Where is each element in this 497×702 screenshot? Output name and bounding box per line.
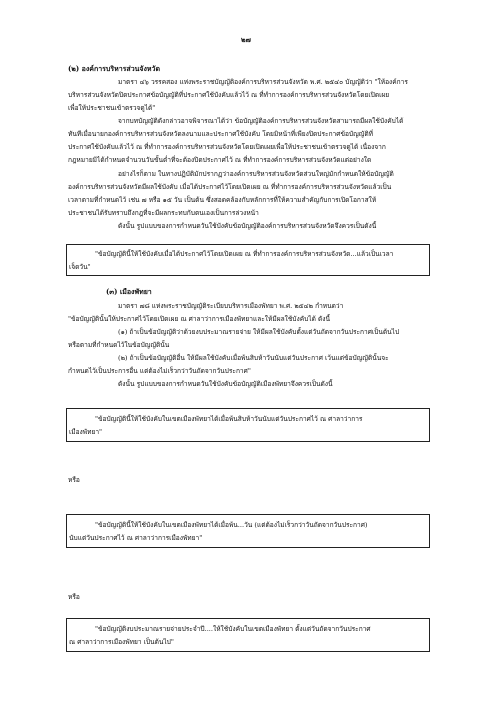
paragraph-line: "ข้อบัญญัตินั้นให้ประกาศไว้โดยเปิดเผย ณ ศาลาว่าการเมืองพัทยาและให้มีผลใช้บังคับได้ ดังนี้ xyxy=(68,315,331,323)
paragraph-line: อย่างไรก็ตาม ในทางปฏิบัติมักปรากฏว่าองค์การบริหารส่วนจังหวัดส่วนใหญ่มักกำหนดให้ข้อบัญญัติ xyxy=(118,170,394,178)
paragraph-line: ดังนั้น รูปแบบของการกำหนดวันใช้บังคับข้อบัญญัติเมืองพัทยาจึงควรเป็นดังนี้ xyxy=(118,380,333,388)
or-separator: หรือ xyxy=(68,476,80,484)
paragraph-line: (๑) ถ้าเป็นข้อบัญญัติว่าด้วยงบประมาณรายจ่าย ให้มีผลใช้บังคับตั้งแต่วันถัดจากวันประกาศเป็นต้นไป xyxy=(118,328,400,336)
paragraph-line: ดังนั้น รูปแบบของการกำหนดวันใช้บังคับข้อบัญญัติองค์การบริหารส่วนจังหวัดจึงควรเป็นดังนี้ xyxy=(118,222,377,230)
quote-box-provincial xyxy=(66,244,430,276)
quote-line: "ข้อบัญญัตินี้ให้ใช้บังคับในเขตเมืองพัทยาได้เมื่อพ้นสิบห้าวันนับแต่วันประกาศไว้ ณ ศาลาว่าการ xyxy=(95,415,363,423)
paragraph-line: ประกาศใช้บังคับแล้วไว้ ณ ที่ทำการองค์การบริหารส่วนจังหวัดโดยเปิดเผยเพื่อให้ประชาชนเข้าตรวจดูได้ เนื่องจาก xyxy=(68,143,386,151)
paragraph-line: กำหนดไว้เป็นประการอื่น แต่ต้องไม่เร็วกว่าวันถัดจากวันประกาศ" xyxy=(68,367,251,375)
quote-line: ณ ศาลาว่าการเมืองพัทยา เป็นต้นไป" xyxy=(69,638,174,646)
section-heading-pattaya: (๓) เมืองพัทยา xyxy=(106,287,152,296)
paragraph-line: ประชาชนได้รับทราบถึงกฎที่จะมีผลกระทบกับตนเองเป็นการล่วงหน้า xyxy=(68,209,259,217)
paragraph-line: เวลาตามที่กำหนดไว้ เช่น ๗ หรือ ๑๕ วัน เป็นต้น ซึ่งสอดคล้องกับหลักการที่ให้ความสำคัญกับการเปิดโอกาสให้ xyxy=(68,196,377,204)
quote-line: "ข้อบัญญัตินี้ให้ใช้บังคับในเขตเมืองพัทยาได้เมื่อพ้น...วัน (แต่ต้องไม่เร็วกว่าวันถัดจากวันประกาศ) xyxy=(95,521,368,529)
section-heading-provincial: (๒) องค์การบริหารส่วนจังหวัด xyxy=(68,64,161,73)
quote-box-pattaya-1 xyxy=(66,408,430,442)
paragraph-line: หรือตามที่กำหนดไว้ในข้อบัญญัตินั้น xyxy=(68,341,170,349)
paragraph-line: องค์การบริหารส่วนจังหวัดมีผลใช้บังคับ เมื่อได้ประกาศไว้โดยเปิดเผย ณ ที่ทำการองค์การบริหารส่วนจังหวัดแล้วเป็น xyxy=(68,183,392,191)
quote-line: นับแต่วันประกาศไว้ ณ ศาลาว่าการเมืองพัทยา" xyxy=(69,534,203,542)
paragraph-line: มาตรา ๔๖ วรรคสอง แห่งพระราชบัญญัติองค์การบริหารส่วนจังหวัด พ.ศ. ๒๕๔๐ บัญญัติว่า "ให้องค์การ xyxy=(118,78,408,86)
paragraph-line: เพื่อให้ประชาชนเข้าตรวจดูได้" xyxy=(68,104,156,112)
page-number: ๒๗ xyxy=(241,35,251,44)
paragraph-line: บริหารส่วนจังหวัดปิดประกาศข้อบัญญัติที่ประกาศใช้บังคับแล้วไว้ ณ ที่ทำการองค์การบริหารส่วนจังหวัดโดยเปิดเผย xyxy=(68,91,390,99)
paragraph-line: ทันทีเมื่อนายกองค์การบริหารส่วนจังหวัดลงนามและประกาศใช้บังคับ โดยมิหน้าที่เพียงปิดประกาศข้อบัญญัติที่ xyxy=(68,130,373,138)
paragraph-line: มาตรา ๗๘ แห่งพระราชบัญญัติระเบียบบริหารเมืองพัทยา พ.ศ. ๒๕๔๒ กำหนดว่า xyxy=(118,302,344,310)
quote-line: เมืองพัทยา" xyxy=(69,428,103,436)
paragraph-line: (๒) ถ้าเป็นข้อบัญญัติอื่น ให้มีผลใช้บังคับเมื่อพ้นสิบห้าวันนับแต่วันประกาศ เว้นแต่ข้อบัญญัตินั้นจะ xyxy=(118,354,389,362)
paragraph-line: จากบทบัญญัติดังกล่าวอาจพิจารณาได้ว่า ข้อบัญญัติองค์การบริหารส่วนจังหวัดสามารถมีผลใช้บังคับได้ xyxy=(118,117,404,125)
quote-box-pattaya-2 xyxy=(66,514,430,548)
quote-box-pattaya-3 xyxy=(66,618,430,652)
or-separator: หรือ xyxy=(68,593,80,601)
paragraph-line: กฎหมายมิได้กำหนดจำนวนวันขั้นต่ำที่จะต้องปิดประกาศไว้ ณ ที่ทำการองค์การบริหารส่วนจังหวัดแต่อย่างใด xyxy=(68,156,372,164)
quote-line: "ข้อบัญญัตินี้ให้ใช้บังคับเมื่อได้ประกาศไว้โดยเปิดเผย ณ ที่ทำการองค์การบริหารส่วนจังหวัด...แล้วเป็นเวลา xyxy=(95,250,394,258)
quote-line: "ข้อบัญญัติงบประมาณรายจ่ายประจำปี....ให้ใช้บังคับในเขตเมืองพัทยา ตั้งแต่วันถัดจากวันประกาศ xyxy=(95,625,371,633)
quote-line: เจ็ดวัน" xyxy=(69,263,91,271)
